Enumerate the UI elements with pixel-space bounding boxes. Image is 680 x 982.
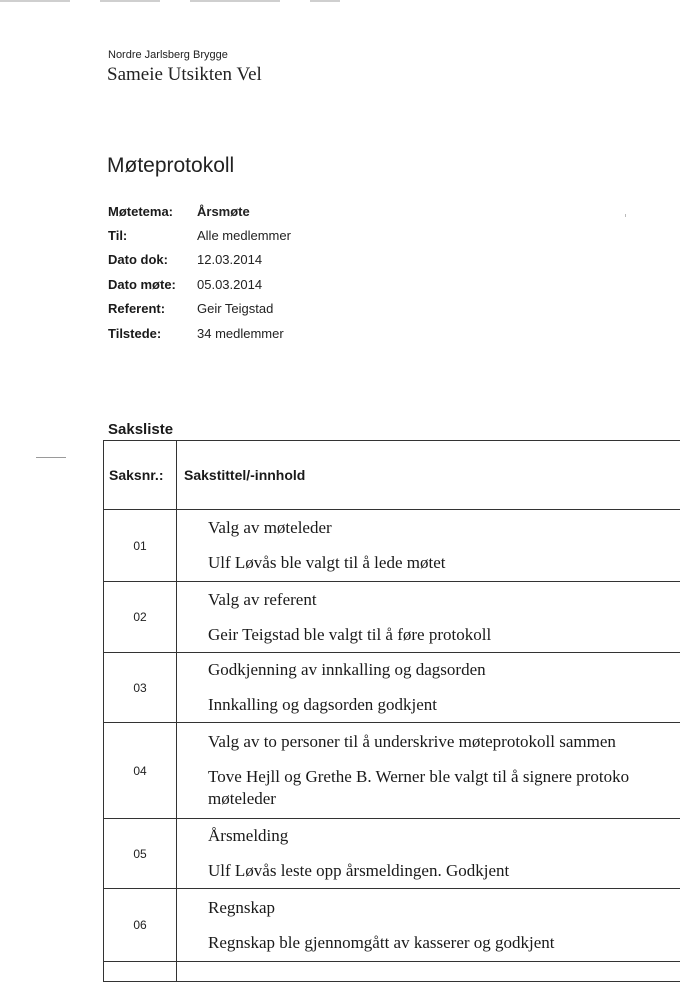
agenda-item-body: Tove Hejll og Grethe B. Werner ble valgt til å signere protoko — [208, 766, 680, 788]
meta-label: Referent: — [108, 301, 197, 316]
organization-small: Nordre Jarlsberg Brygge — [108, 49, 228, 61]
meta-value: 12.03.2014 — [197, 252, 262, 267]
agenda-item-body: Regnskap ble gjennomgått av kasserer og godkjent — [208, 932, 680, 954]
organization-name: Sameie Utsikten Vel — [107, 64, 262, 86]
agenda-title: Saksliste — [108, 421, 173, 438]
meta-value: 34 medlemmer — [197, 326, 284, 341]
meta-label: Dato møte: — [108, 277, 197, 292]
agenda-item-title: Valg av to personer til å underskrive møteprotokoll sammen — [208, 731, 680, 753]
meta-row-topic — [108, 199, 291, 223]
agenda-empty-cell — [177, 962, 680, 982]
meta-row-to — [108, 223, 291, 247]
agenda-table — [103, 440, 680, 982]
scan-speck — [625, 214, 626, 217]
scan-edge-mark — [100, 0, 160, 2]
agenda-item-title: Godkjenning av innkalling og dagsorden — [208, 659, 680, 681]
meta-row-referent — [108, 297, 291, 321]
agenda-item-content — [177, 819, 680, 889]
agenda-row — [104, 889, 680, 962]
margin-mark — [36, 457, 66, 458]
agenda-item-content — [177, 723, 680, 819]
meta-label: Dato dok: — [108, 252, 197, 267]
agenda-row — [104, 510, 680, 582]
meta-value: Geir Teigstad — [197, 301, 273, 316]
agenda-item-body: Ulf Løvås leste opp årsmeldingen. Godkjent — [208, 860, 680, 882]
meta-value: 05.03.2014 — [197, 277, 262, 292]
agenda-item-body: Innkalling og dagsorden godkjent — [208, 694, 680, 716]
agenda-item-content — [177, 582, 680, 653]
agenda-empty-cell — [104, 962, 177, 982]
agenda-row — [104, 819, 680, 889]
meta-value: Årsmøte — [197, 204, 250, 219]
agenda-item-number: 05 — [104, 819, 177, 889]
agenda-row — [104, 962, 680, 982]
scan-edge-mark — [0, 0, 70, 2]
scan-top-edge — [0, 0, 680, 4]
agenda-item-content — [177, 889, 680, 962]
agenda-item-body-continued: møteleder — [208, 788, 680, 810]
agenda-item-number: 01 — [104, 510, 177, 582]
agenda-item-number: 03 — [104, 653, 177, 723]
meta-value: Alle medlemmer — [197, 228, 291, 243]
meta-row-doc-date — [108, 248, 291, 272]
meta-block — [108, 199, 291, 345]
agenda-item-number: 04 — [104, 723, 177, 819]
agenda-item-body: Ulf Løvås ble valgt til å lede møtet — [208, 552, 680, 574]
agenda-item-title: Årsmelding — [208, 825, 680, 847]
document-title: Møteprotokoll — [107, 154, 234, 178]
meta-row-meeting-date — [108, 272, 291, 296]
agenda-item-body: Geir Teigstad ble valgt til å føre protokoll — [208, 624, 680, 646]
agenda-item-content — [177, 510, 680, 582]
agenda-row — [104, 653, 680, 723]
agenda-header-row — [104, 441, 680, 510]
meta-label: Til: — [108, 228, 197, 243]
agenda-item-number: 02 — [104, 582, 177, 653]
agenda-item-title: Valg av referent — [208, 589, 680, 611]
column-header-title: Sakstittel/-innhold — [177, 441, 680, 510]
scan-edge-mark — [190, 0, 280, 2]
column-header-number: Saksnr.: — [104, 441, 177, 510]
agenda-row — [104, 723, 680, 819]
meta-label: Tilstede: — [108, 326, 197, 341]
meta-label: Møtetema: — [108, 204, 197, 219]
agenda-row — [104, 582, 680, 653]
agenda-item-title: Regnskap — [208, 897, 680, 919]
scan-edge-mark — [310, 0, 340, 2]
agenda-item-title: Valg av møteleder — [208, 517, 680, 539]
meta-row-attendees — [108, 321, 291, 345]
agenda-item-content — [177, 653, 680, 723]
agenda-item-number: 06 — [104, 889, 177, 962]
